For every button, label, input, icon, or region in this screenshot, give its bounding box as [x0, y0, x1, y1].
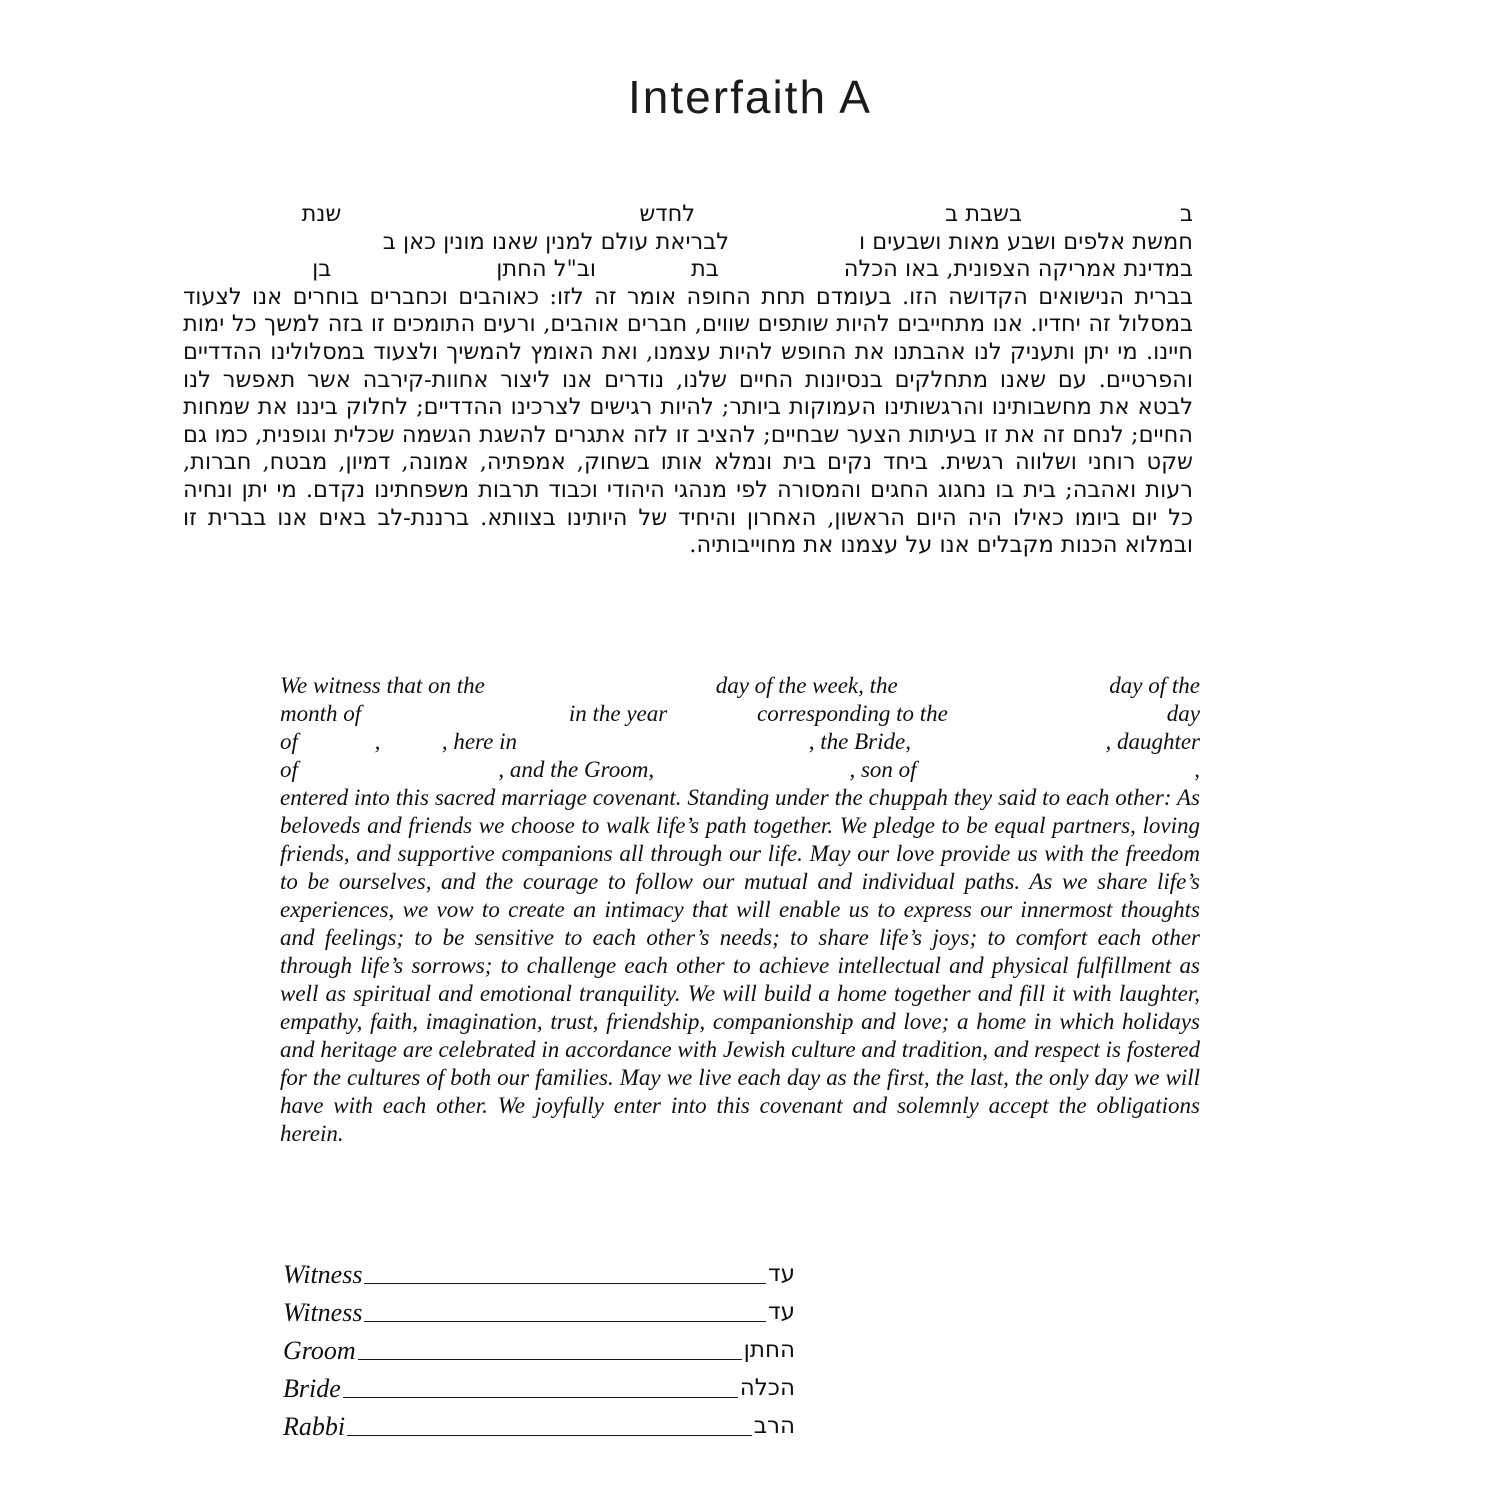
- english-of-label-2: of: [280, 757, 298, 782]
- hebrew-son-label: בן: [312, 256, 332, 283]
- hebrew-year-label: שנת: [301, 201, 342, 227]
- signature-row-witness-2: [283, 1288, 795, 1326]
- english-corresponding-label: corresponding to the: [757, 701, 948, 726]
- english-year-label: in the year: [568, 701, 668, 726]
- signature-line: [347, 1433, 752, 1436]
- signature-line: [358, 1357, 742, 1360]
- signature-label-hebrew: החתן: [743, 1336, 795, 1363]
- english-week-phrase: day of the week, the: [715, 673, 898, 698]
- english-son-of-label: , son of: [849, 757, 917, 782]
- english-groom-label: , and the Groom,: [498, 757, 655, 782]
- english-day-word: day: [1166, 701, 1200, 726]
- hebrew-fill-line-day: [183, 201, 1193, 229]
- english-fill-line-2: [280, 700, 1200, 728]
- english-witness-phrase: We witness that on the: [280, 673, 485, 698]
- english-month-label: month of: [280, 701, 362, 726]
- signature-line: [343, 1395, 738, 1398]
- hebrew-fill-line-year: [183, 229, 1193, 257]
- signature-line: [364, 1281, 766, 1284]
- signature-section: [283, 1250, 795, 1440]
- page-title: Interfaith A: [628, 71, 872, 123]
- signature-label-english: Bride: [283, 1373, 341, 1403]
- english-fill-line-1: [280, 672, 1200, 700]
- english-text-section: [280, 672, 1200, 1148]
- signature-label-english: Witness: [283, 1259, 363, 1289]
- signature-row-groom: [283, 1326, 795, 1364]
- english-here-in-label: , here in: [441, 729, 517, 754]
- signature-label-english: Groom: [283, 1335, 356, 1365]
- hebrew-daughter-label: בת: [691, 256, 719, 283]
- hebrew-year-count: חמשת אלפים ושבע מאות ושבעים ו: [859, 228, 1193, 255]
- signature-row-bride: [283, 1364, 795, 1402]
- english-day-phrase: day of the: [1109, 673, 1200, 698]
- hebrew-groom-label: וב"ל החתן: [496, 256, 596, 283]
- hebrew-text-section: [183, 201, 1193, 560]
- signature-row-witness-1: [283, 1250, 795, 1288]
- hebrew-day-prefix: ב: [1179, 201, 1193, 227]
- english-body-paragraph: entered into this sacred marriage covenant. Standing under the chuppah they said to each other: As beloveds and friends we choose to walk life’s path together. We pledge to be equal partners, loving friends, and supportive companions all through our life. May our love provide us with the freedom to be ourselves, and the courage to follow our mutual and individual paths. As we share life’s experiences, we vow to create an intimacy that will enable us to express our innermost thoughts and feelings; to be sensitive to each other’s needs; to share life’s joys; to comfort each other through life’s sorrows; to challenge each other to achieve intellectual and physical fulfillment as well as spiritual and emotional tranquility. We will build a home together and fill it with laughter, empathy, faith, imagination, trust, friendship, companionship and love; a home in which holidays and heritage are celebrated in accordance with Jewish culture and tradition, and respect is fostered for the cultures of both our families. May we live each day as the first, the last, the only day we will have with each other. We joyfully enter into this covenant and solemnly accept the obligations herein.: [280, 785, 1200, 1146]
- signature-line: [364, 1319, 766, 1322]
- signature-label-hebrew: הרב: [753, 1412, 795, 1439]
- signature-label-english: Rabbi: [283, 1411, 346, 1441]
- hebrew-month-label: לחדש: [639, 201, 696, 227]
- english-comma-2: ,: [1194, 757, 1200, 782]
- hebrew-fill-line-names: [183, 256, 1193, 284]
- signature-label-hebrew: עד: [768, 1260, 795, 1287]
- signature-label-hebrew: עד: [768, 1298, 795, 1325]
- english-bride-label: , the Bride,: [808, 729, 911, 754]
- hebrew-creation-phrase: לבריאת עולם למנין שאנו מונין כאן ב: [382, 228, 730, 255]
- signature-label-english: Witness: [283, 1297, 363, 1327]
- english-fill-line-4: [280, 756, 1200, 784]
- english-comma-1: ,: [374, 729, 381, 754]
- signature-label-hebrew: הכלה: [739, 1374, 795, 1401]
- english-daughter-label: , daughter: [1105, 729, 1201, 754]
- hebrew-week-label: בשבת ב: [945, 201, 1022, 227]
- hebrew-place-bride-label: במדינת אמריקה הצפונית, באו הכלה: [843, 256, 1193, 283]
- hebrew-body-paragraph: בברית הנישואים הקדושה הזו. בעומדם תחת החופה אומר זה לזו: כאוהבים וכחברים בוחרים אנו לצעוד במסלול זה יחדיו. אנו מתחייבים להיות שותפים שווים, חברים אוהבים, ורעים התומכים זו בזה למשך כל ימות חיינו. מי יתן ותעניק לנו אהבתנו את החופש להיות עצמנו, ואת האומץ להמשיך ולצעוד במסלולינו ההדדיים והפרטיים. עם שאנו מתחלקים בנסיונות החיים שלנו, נודרים אנו ליצור אחוות-קירבה אשר תאפשר לנו לבטא את מחשבותינו והרגשותינו העמוקות ביותר; להיות רגישים לצרכינו ההדדיים; לחלוק ביננו את שמחות החיים; לנחם זה את זו בעיתות הצער שבחיים; להציב זו לזה אתגרים להשגת הגשמה שכלית וגופנית, כמו גם שקט רוחני ושלווה רגשית. ביחד נקים בית ונמלא אותו בשחוק, אמפתיה, אמונה, דמיון, מבטח, חברות, רעות ואהבה; בית בו נחגוג החגים והמסורה לפי מנהגי היהודי וכבוד תרבות משפחתינו נקדם. מי יתן ונחיה כל יום ביומו כאילו היה היום הראשון, האחרון והיחיד של היותינו בצוותא. ברננת-לב באים אנו בברית זו ובמלוא הכנות מקבלים אנו על עצמנו את מחוייבותיה.: [183, 283, 1193, 559]
- english-of-label: of: [280, 729, 298, 754]
- english-fill-line-3: [280, 728, 1200, 756]
- signature-row-rabbi: [283, 1402, 795, 1440]
